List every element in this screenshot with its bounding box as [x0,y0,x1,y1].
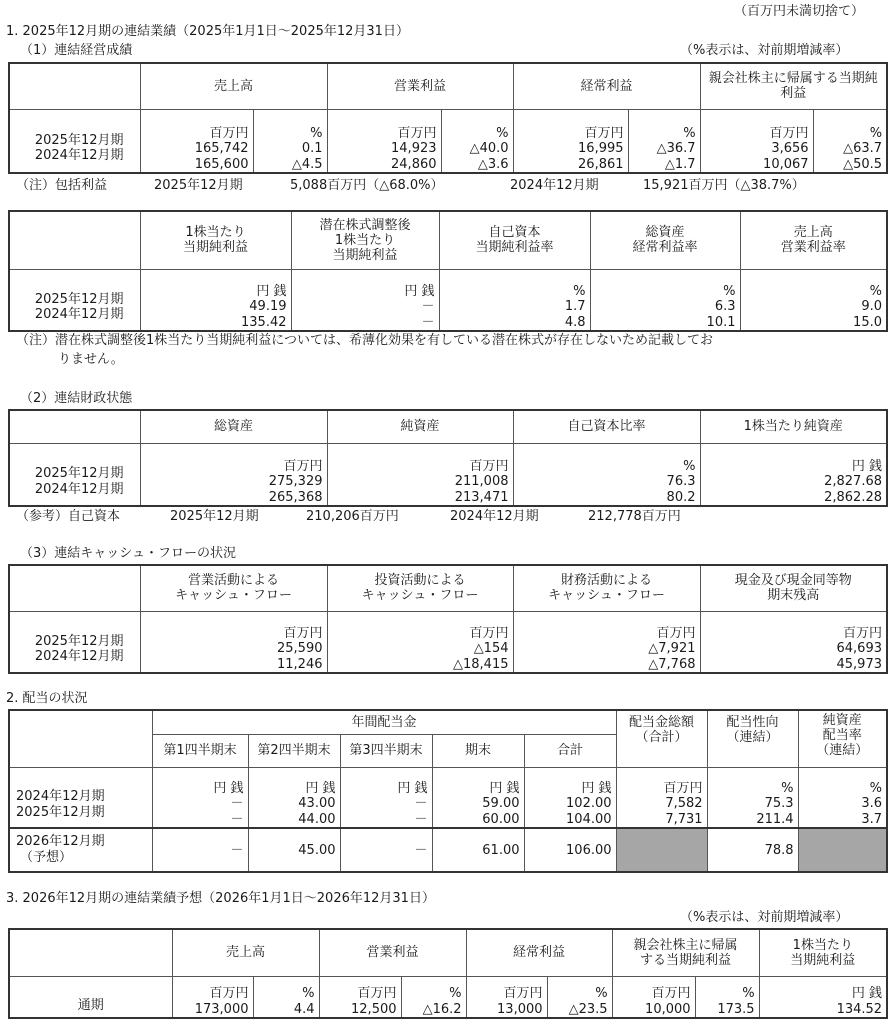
col-netinc: 百万円 3,656 10,067 [700,109,813,173]
forecast-total: 106.00 [524,828,616,872]
corner-cell [9,929,172,976]
comprehensive-income-period1: 2025年12月期 [154,178,243,193]
comprehensive-income-label: （注）包括利益 [16,178,108,193]
col-equity-ratio: % 76.3 80.2 [513,443,700,506]
forecast-doe-na [798,828,887,872]
diluted-eps-note-line1: （注）潜在株式調整後1株当たり当期純利益については、希薄化効果を有している潜在株式が存在しないため記載してお [16,333,714,348]
col-netinc-pct: % 173.5 [695,976,759,1018]
row-labels [9,109,140,173]
header-eps: 1株当たり 当期純利益 [140,211,291,269]
header-q3: 第3四半期末 [340,734,432,767]
forecast-q3: － [340,828,432,872]
forecast-table [8,928,888,1019]
col-opinc-pct: % △40.0 △3.6 [441,109,513,173]
section3-title: 3. 2026年12月期の連結業績予想（2026年1月1日～2026年12月31日） [6,891,435,906]
col-roa: % 6.3 10.1 [590,269,740,331]
section1-sub1-title: （1）連結経営成績 [20,43,133,58]
col-eps: 円 銭 134.52 [759,976,887,1018]
col-total: 円 銭 102.00 104.00 [524,767,616,828]
row-labels: 2024年12月期 2025年12月期 [9,767,152,828]
col-opinc: 百万円 14,923 24,860 [327,109,441,173]
header-total: 合計 [524,734,616,767]
header-op-margin: 売上高 営業利益率 [740,211,887,269]
equity-reference-period1: 2025年12月期 [170,509,259,524]
header-financing-cf: 財務活動による キャッシュ・フロー [513,565,700,611]
row-label: 2025年12月期 [34,132,124,148]
equity-reference-label: （参考）自己資本 [16,509,121,524]
col-payout-ratio: % 75.3 211.4 [707,767,798,828]
corner-cell [9,410,140,443]
per-share-table [8,210,888,332]
col-sales-pct: % 0.1 △4.5 [253,109,327,173]
header-operating-cf: 営業活動による キャッシュ・フロー [140,565,327,611]
header-total-assets: 総資産 [140,410,327,443]
col-q2: 円 銭 43.00 44.00 [248,767,340,828]
header-cash-end: 現金及び現金同等物 期末残高 [700,565,887,611]
section1-sub2-title: （2）連結財政状態 [20,391,133,406]
comprehensive-income-value2: 15,921百万円（△38.7%） [643,178,805,193]
header-ordinary-income: 経常利益 [466,929,612,976]
header-net-income-parent: 親会社株主に帰属する当期純利益 [700,63,887,109]
col-investing-cf: 百万円 △154 △18,415 [327,611,513,673]
forecast-payout-ratio: 78.8 [707,828,798,872]
header-ordinary-income: 経常利益 [513,63,700,109]
col-total-assets: 百万円 275,329 265,368 [140,443,327,506]
cash-flow-table [8,564,888,674]
col-sales: 百万円 165,742 165,600 [140,109,253,173]
row-labels: 2025年12月期 2024年12月期 [9,443,140,506]
col-ordinc: 百万円 16,995 26,861 [513,109,628,173]
col-total-dividend: 百万円 7,582 7,731 [616,767,707,828]
corner-cell [9,710,152,767]
pct-note: （%表示は、対前期増減率） [680,43,849,58]
header-operating-income: 営業利益 [327,63,513,109]
col-op-margin: % 9.0 15.0 [740,269,887,331]
section3-pct-note: （%表示は、対前期増減率） [680,910,849,925]
header-year-end: 期末 [432,734,524,767]
forecast-q1: － [152,828,248,872]
equity-reference-value2: 212,778百万円 [588,509,681,524]
forecast-total-dividend-na [616,828,707,872]
equity-reference-period2: 2024年12月期 [450,509,539,524]
col-q3: 円 銭 － － [340,767,432,828]
header-roe: 自己資本 当期純利益率 [439,211,590,269]
col-opinc: 百万円 12,500 [319,976,401,1018]
col-financing-cf: 百万円 △7,921 △7,768 [513,611,700,673]
col-bps: 円 銭 2,827.68 2,862.28 [700,443,887,506]
financial-position-table [8,409,888,507]
diluted-eps-note-line2: りません。 [58,352,124,367]
header-q1: 第1四半期末 [152,734,248,767]
header-investing-cf: 投資活動による キャッシュ・フロー [327,565,513,611]
col-sales-pct: % 4.4 [253,976,319,1018]
comprehensive-income-period2: 2024年12月期 [510,178,599,193]
row-labels: 2025年12月期 2024年12月期 [9,611,140,673]
row-label-full-year: 通期 [9,976,172,1018]
header-q2: 第2四半期末 [248,734,340,767]
corner-cell [9,565,140,611]
header-sales: 売上高 [140,63,327,109]
col-sales: 百万円 173,000 [172,976,253,1018]
equity-reference-value1: 210,206百万円 [306,509,399,524]
forecast-q2: 45.00 [248,828,340,872]
forecast-row-label: 2026年12月期 （予想） [9,828,152,872]
header-roa: 総資産 経常利益率 [590,211,740,269]
col-diluted-eps: 円 銭 － － [291,269,439,331]
header-annual-dividend: 年間配当金 [152,710,616,734]
col-ordinc-pct: % △23.5 [547,976,612,1018]
comprehensive-income-value1: 5,088百万円（△68.0%） [290,178,444,193]
rounding-note: （百万円未満切捨て） [734,4,865,19]
col-ordinc: 百万円 13,000 [466,976,547,1018]
header-bps: 1株当たり純資産 [700,410,887,443]
header-diluted-eps: 潜在株式調整後 1株当たり 当期純利益 [291,211,439,269]
header-net-income-parent: 親会社株主に帰属 する当期純利益 [612,929,759,976]
col-ordinc-pct: % △36.7 △1.7 [628,109,700,173]
corner-cell [9,63,140,109]
section1-sub3-title: （3）連結キャッシュ・フローの状況 [20,546,237,561]
header-sales: 売上高 [172,929,319,976]
col-cash-end: 百万円 64,693 45,973 [700,611,887,673]
section1-title: 1. 2025年12月期の連結業績（2025年1月1日～2025年12月31日） [6,24,409,39]
col-netinc-pct: % △63.7 △50.5 [813,109,887,173]
header-eps: 1株当たり 当期純利益 [759,929,887,976]
header-operating-income: 営業利益 [319,929,466,976]
row-label: 2024年12月期 [34,148,124,164]
col-year-end: 円 銭 59.00 60.00 [432,767,524,828]
dividend-table [8,709,888,873]
col-operating-cf: 百万円 25,590 11,246 [140,611,327,673]
col-roe: % 1.7 4.8 [439,269,590,331]
operating-results-table [8,62,888,174]
section2-title: 2. 配当の状況 [6,691,88,706]
corner-cell [9,211,140,269]
row-labels: 2025年12月期 2024年12月期 [9,269,140,331]
col-opinc-pct: % △16.2 [401,976,466,1018]
header-doe: 純資産 配当率 （連結） [798,710,887,767]
col-doe: % 3.6 3.7 [798,767,887,828]
forecast-year-end: 61.00 [432,828,524,872]
col-eps: 円 銭 49.19 135.42 [140,269,291,331]
header-payout-ratio: 配当性向 （連結） [707,710,798,767]
header-equity-ratio: 自己資本比率 [513,410,700,443]
col-net-assets: 百万円 211,008 213,471 [327,443,513,506]
header-net-assets: 純資産 [327,410,513,443]
col-q1: 円 銭 － － [152,767,248,828]
header-total-dividend: 配当金総額 （合計） [616,710,707,767]
col-netinc: 百万円 10,000 [612,976,695,1018]
